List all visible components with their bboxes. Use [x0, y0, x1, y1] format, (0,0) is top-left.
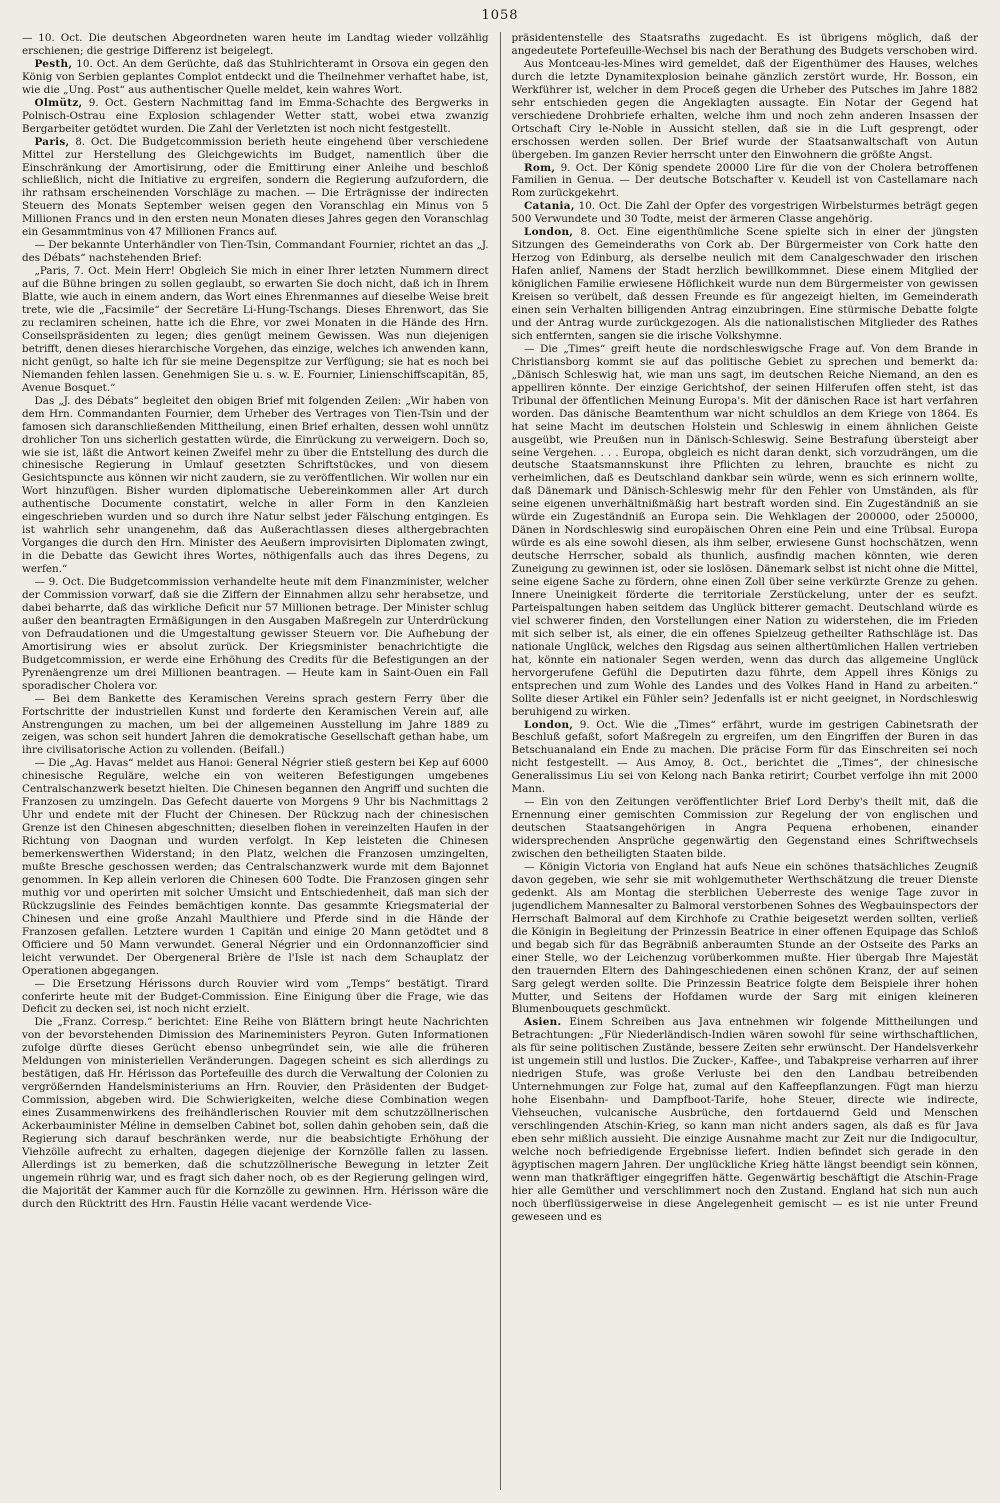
paragraph-text: 9. Oct. Gestern Nachmittag fand im Emma-Schachte des Bergwerks in Polnisch-Ostrau eine Explosion schlagender Wetter statt, wobei etwa zwanzig Bergarbeiter getödtet wurden. Die Zahl der Verletzten ist noch nicht festgestellt.: [22, 96, 489, 135]
dateline: London,: [523, 226, 574, 239]
article-paragraph: [512, 343, 979, 719]
dateline: Olmütz,: [34, 96, 83, 109]
column-rule: [500, 32, 501, 1490]
article-paragraph: [22, 693, 489, 758]
article-paragraph: [512, 719, 979, 797]
left-column: [22, 32, 489, 1490]
paragraph-text: — Königin Victoria von England hat aufs Neue ein schönes thatsächliches Zeugniß davon gegeben, wie sehr sie mit wohlgemutheter Werthschätzung die treuer Dienste gedenkt. Als am Montag die sterblichen Ueberreste des wenige Tage zuvor in jugendlichem Mannesalter zu Balmoral verstorbenen Sohnes des Wegbauinspectors der Herrschaft Balmoral auf dem Kirchhofe zu Crathie beigesetzt werden sollten, verließ die Königin in Begleitung der Prinzessin Beatrice in einer offenen Equipage das Schloß und begab sich für das Begräbniß anberaumten Stunde an der Ostseite des Parks an einer Stelle, wo der Leichenzug vorüberkommen mußte. Hier übergab Ihre Majestät den trauernden Eltern des Dahingeschiedenen einen schönen Kranz, der auf seinen Sarg gelegt werden sollte. Die Prinzessin Beatrice folgte dem Beispiele ihrer hohen Mutter, und Seitens der Hofdamen wurde der Sarg mit einigen kleineren Blumenbouquets geschmückt.: [511, 861, 978, 1016]
page-number: 1058: [481, 8, 519, 23]
paragraph-text: — Bei dem Bankette des Keramischen Vereins sprach gestern Ferry über die Fortschritte der industriellen Kunst und forderte den Keramischen Verein auf, alle Anstrengungen zu machen, um bei der allgemeinen Ausstellung im Jahre 1889 zu zeigen, was schon seit hundert Jahren die demokratische Gesellschaft gethan habe, um ihre civilisatorische Action zu vollenden. (Beifall.): [22, 692, 489, 757]
dateline: London,: [523, 718, 574, 731]
paragraph-text: — Ein von den Zeitungen veröffentlichter Brief Lord Derby's theilt mit, daß die Ernennung einer gemischten Commission zur Regelung der von englischen und deutschen Staatsangehörigen in Angra Pequena erhobenen, einander widersprechenden Ansprüche gegenwärtig den Gegenstand eines Schriftwechsels zwischen den betheiligten Staaten bilde.: [511, 796, 978, 861]
article-paragraph: [22, 58, 489, 97]
article-paragraph: [22, 576, 489, 693]
article-paragraph: [22, 1016, 489, 1210]
article-paragraph: [22, 97, 489, 136]
paragraph-text: präsidentenstelle des Staatsraths zugedacht. Es ist übrigens möglich, daß der angedeutete Portefeuille-Wechsel bis nach der Berathung des Budgets verschoben wird.: [511, 32, 978, 57]
paragraph-text: — Die Ersetzung Hérissons durch Rouvier wird vom „Temps“ bestätigt. Tirard conferirte heute mit der Budget-Commission. Eine Einigung über die Frage, wie das Deficit zu decken sei, ist noch nicht erzielt.: [22, 977, 489, 1016]
paragraph-text: — Die „Ag. Havas“ meldet aus Hanoi: General Négrier stieß gestern bei Kep auf 6000 chinesische Reguläre, welche ein von weiteren Befestigungen umgebenes Centralschanzwerk besetzt hielten. Die Chinesen begannen den Angriff und suchten die Franzosen zu umzingeln. Das Gefecht dauerte von Morgens 9 Uhr bis Nachmittags 2 Uhr und endete mit der Flucht der Chinesen. Der Rückzug nach der chinesischen Grenze ist den Chinesen abgeschnitten; dieselben flohen in vereinzelten Haufen in der Richtung von Daognan und wurden verfolgt. In Kep leisteten die Chinesen bemerkenswerthen Widerstand; in den Platz, welchen die Franzosen umzingelten, mußte Bresche geschossen werden; das Centralschanzwerk wurde mit dem Bajonnet genommen. In Kep allein verloren die Chinesen 600 Todte. Die Franzosen gingen sehr muthig vor und operirten mit solcher Umsicht und Entschiedenheit, daß man sich der Rückzugslinie des Feindes bemächtigen konnte. Das gesammte Kriegsmaterial der Chinesen und eine große Anzahl Maulthiere und Pferde sind in die Hände der Franzosen gefallen. Letztere wurden 1 Capitän und einige 20 Mann getödtet und 8 Officiere und 50 Mann verwundet. General Négrier und ein Ordonnanzofficier sind leicht verwundet. Der Obergeneral Brière de l'Isle ist nach dem Schauplatz der Operationen abgegangen.: [22, 757, 489, 977]
paragraph-text: — Der bekannte Unterhändler von Tien-Tsin, Commandant Fournier, richtet an das „J. des Débats“ nachstehenden Brief:: [22, 239, 489, 265]
paragraph-text: 10. Oct. Die Zahl der Opfer des vorgestrigen Wirbelsturmes beträgt gegen 500 Verwundete und 30 Todte, meist der ärmeren Classe angehörig.: [511, 200, 978, 226]
article-paragraph: [22, 239, 489, 265]
paragraph-text: 8. Oct. Eine eigenthümliche Scene spielte sich in einer der jüngsten Sitzungen des Gemeinderaths von Cork ab. Der Bürgermeister von Cork hatte den Herzog von Edinburg, als derselbe neulich mit dem Canalgeschwader den irischen Hafen anlief, Namens der Stadt herzlich bewillkommnet. Diese einem Mitglied der königlichen Familie erwiesene Höflichkeit wurde nun dem Bürgermeister von gewissen Kreisen so verübelt, daß dessen Freunde es für angezeigt hielten, im Gemeinderath einen sein Verhalten billigenden Antrag einzubringen. Eine stürmische Debatte folgte und der Antrag wurde zurückgezogen. Als die nationalistischen Mitglieder des Rathes sich entfernten, sangen sie die irische Volkshymne.: [511, 226, 978, 342]
paragraph-text: 9. Oct. Der König spendete 20000 Lire für die von der Cholera betroffenen Familien in Genua. — Der deutsche Botschafter v. Keudell ist von Castellamare nach Rom zurückgekehrt.: [511, 161, 978, 200]
paragraph-text: „Paris, 7. Oct. Mein Herr! Obgleich Sie mich in einer Ihrer letzten Nummern direct auf die Bühne bringen zu sollen geglaubt, so erwarten Sie doch nicht, daß ich in Ihrem Blatte, wie auch in einem andern, das Wort eines Ehrenmannes auf dieselbe Weise breit trete, wie die „Facsimile“ der Secretäre Li-Hung-Tschangs. Dieses Ehrenwort, das Sie zu reclamiren scheinen, hatte ich die Ehre, vor zwei Monaten in die Hände des Hrn. Conseilspräsidenten zu legen; dies genügt meinem Gewissen. Was nun diejenigen betrifft, denen dieses hierarchische Vorgehen, das einzige, welches ich anwenden kann, nicht genügt, so halte ich für sie meine Degenspitze zur Verfügung; sie hat es noch bei Niemanden fehlen lassen. Genehmigen Sie u. s. w. E. Fournier, Linienschiffscapitän, 85, Avenue Bosquet.“: [22, 265, 489, 394]
paragraph-text: Die „Franz. Corresp.“ berichtet: Eine Reihe von Blättern bringt heute Nachrichten von der bevorstehenden Dimission des Marineministers Peyron. Guten Informationen zufolge dürfte dieses Gerücht ebenso unbegründet sein, wie alle die früheren Meldungen von ministeriellen Veränderungen. Dagegen scheint es sich allerdings zu bestätigen, daß Hr. Hérisson das Portefeuille des durch die Verwaltung der Colonien zu vergrößernden Handelsministeriums an Hrn. Rouvier, den Präsidenten der Budget-Commission, abgeben wird. Die Schwierigkeiten, welche diese Combination wegen eines Zusammenwirkens des freihändlerischen Rouvier mit dem schutzzöllnerischen Ackerbauminister Méline in demselben Cabinet bot, sollen dahin gehoben sein, daß die Regierung sich darauf beschränken werde, nur die beabsichtigte Erhöhung der Viehzölle aufrecht zu erhalten, dagegen diejenige der Kornzölle fallen zu lassen. Allerdings ist zu bemerken, daß die schutzzöllnerische Bewegung in letzter Zeit ungemein rührig war, und es fragt sich daher noch, ob es der Regierung gelingen wird, die Majorität der Kammer auch für die Kornzölle zu gewinnen. Hrn. Hérisson wäre die durch den Rücktritt des Hrn. Faustin Hélie vacant werdende Vice-: [22, 1016, 489, 1210]
article-paragraph: [512, 200, 979, 226]
paragraph-text: 9. Oct. Wie die „Times“ erfährt, wurde im gestrigen Cabinetsrath der Beschluß gefaßt, sofort Maßregeln zu ergreifen, um den Eingriffen der Buren in das Betschuanaland ein Ende zu machen. Die präcise Form für das Einschreiten sei noch nicht festgestellt. — Aus Amoy, 8. Oct., berichtet die „Times“, der chinesische Generalissimus Liu sei von Kelong nach Banka retirirt; Courbet verfolge ihn mit 2000 Mann.: [511, 718, 978, 796]
dateline: Pesth,: [34, 57, 73, 70]
article-paragraph: [22, 265, 489, 395]
dateline: Rom,: [523, 161, 556, 174]
article-paragraph: [22, 757, 489, 977]
article-paragraph: [512, 58, 979, 162]
paragraph-text: Aus Montceau-les-Mines wird gemeldet, daß der Eigenthümer des Hauses, welches durch die letzte Dynamitexplosion beinahe gänzlich zerstört wurde, Hr. Bosson, ein Werkführer ist, welcher in dem Proceß gegen die Urheber des Putsches im Jahre 1882 sehr entschieden gegen die Angeklagten aussagte. Ein Notar der Gegend hat verschiedene Drohbriefe erhalten, welche ihm und noch zehn anderen Insassen der Ortschaft Ciry le-Noble in Aussicht stellen, daß sie in die Luft gesprengt, oder erschossen werden sollen. Der Brief wurde der Staatsanwaltschaft von Autun übergeben. Im ganzen Revier herrscht unter den Einwohnern die größte Angst.: [511, 57, 978, 161]
article-paragraph: [22, 978, 489, 1017]
article-paragraph: [512, 796, 979, 861]
right-column: [512, 32, 979, 1490]
paragraph-text: 10. Oct. An dem Gerüchte, daß das Stuhlrichteramt in Orsova ein gegen den König von Serbien geplantes Complot entdeckt und die Theilnehmer verhaftet habe, ist, wie die „Ung. Post“ aus authentischer Quelle meldet, kein wahres Wort.: [22, 57, 489, 96]
paragraph-text: — Die „Times“ greift heute die nordschleswigsche Frage auf. Von dem Brande in Christiansborg kommt sie auf das politische Gebiet zu sprechen und bemerkt da: „Dänisch Schleswig hat, wie man uns sagt, im deutschen Reiche Niemand, an den es appelliren könnte. Der einzige Gerichtshof, der seinen Hilferufen offen steht, ist das Tribunal der öffentlichen Meinung Europa's. Mit der dänischen Race ist hart verfahren worden. Das dänische Beamtenthum war nicht schuldlos an dem Kriege von 1864. Es hat seine Macht im deutschen Holstein und Schleswig in einem ähnlichen Geiste ausgeübt, wie Preußen nun in Dänisch-Schleswig. Seine Bestrafung übersteigt aber seine Vergehen. . . . Europa, obgleich es nicht daran denkt, sich vorzudrängen, um die deutsche Staatsmannskunst ihre Pflichten zu lehren, brauchte es nicht zu verheimlichen, daß es Deutschland dankbar sein würde, wenn es sich erinnern wollte, daß Dänemark und Dänisch-Schleswig mehr für den Fehler von Umständen, als für seine eigenen unverhältnißmäßig hart bestraft worden sind. Ein Zugeständniß an sie würde ein Zugeständniß an Europa sein. Die Wehklagen der 200000, oder 250000, Dänen in Nordschleswig sind europäischen Ohren eine Pein und eine Trübsal. Europa würde es als eine sowohl diesen, als ihm selber, erwiesene Gunst hochschätzen, wenn deutsche Herrscher, sobald als thunlich, ausfindig machen könnten, wie deren Zuneigung zu gewinnen ist, oder sie loslösen. Dänemark selbst ist nicht ohne die Mittel, seine eigene Sache zu fördern, ohne einen Zoll über seine verkürzte Grenze zu gehen. Innere Uneinigkeit förderte die territoriale Zerstückelung, unter der es seufzt. Parteispaltungen haben seitdem das Unglück bitterer gemacht. Deutschland würde es viel schwerer finden, den Vorstellungen einer Nation zu widerstehen, die im Frieden mit sich selber ist, als einer, die ein offenes Spielzeug getheilter Rathschläge ist. Das nationale Unglück, welches den Rigsdag aus seinen althertümlichen Hallen vertrieben hat, könnte ein nationaler Segen werden, wenn das durch das allgemeine Unglück hervorgerufene Gefühl die Deputirten dazu führte, dem Appell ihres Königs zu entsprechen und zum Wohle des Landes und des Volkes Hand in Hand zu arbeiten.“ Sollte dieser Artikel ein Fühler sein? Jedenfalls ist er nicht geeignet, in Nordschleswig beruhigend zu wirken.: [511, 342, 978, 718]
article-paragraph: [22, 136, 489, 240]
paragraph-text: Das „J. des Débats“ begleitet den obigen Brief mit folgenden Zeilen: „Wir haben von dem Hrn. Commandanten Fournier, dem Urheber des Vertrages von Tien-Tsin und der famosen sich daranschließenden Mittheilung, einen Brief erhalten, dessen wohl unnütz drohlicher Ton uns sicherlich gestatten würde, die Einrückung zu verweigern. Doch so, wie sie ist, läßt die Antwort keinen Zweifel mehr zu über die Entstellung des durch die chinesische Regierung in Umlauf gesetzten Schriftstückes, und von diesem Gesichtspuncte aus können wir nicht zaudern, sie zu veröffentlichen. Wir wollen nur ein Wort hinzufügen. Bisher wurden diplomatische Uebereinkommen aller Art durch authentische Documente constatirt, welche in aller Form in den Kanzleien eingeschrieben wurden und so durch ihre Natur selbst jeder Fälschung entgingen. Es ist wahrlich sehr unangenehm, daß das Außerachtlassen dieses althergebrachten Vorganges die durch den Hrn. Minister des Aeußern improvisirten Diplomaten zwingt, in die Debatte das Gewicht ihres Wortes, nöthigenfalls auch das ihres Degens, zu werfen.“: [22, 394, 489, 576]
dateline: Asien.: [523, 1016, 562, 1029]
paragraph-text: — 9. Oct. Die Budgetcommission verhandelte heute mit dem Finanzminister, welcher der Commission vorwarf, daß sie die Ziffern der Einnahmen allzu sehr herabsetze, und dabei beharrte, daß das wirkliche Deficit nur 57 Millionen betrage. Der Minister schlug außer den beantragten Ermäßigungen in den Ausgaben Maßregeln zur Unterdrückung von Defraudationen und die Umgestaltung gewisser Steuern vor. Die Aufhebung der Amortisirung wies er absolut zurück. Der Kriegsminister benachrichtigte die Budgetcommission, er werde eine Erhöhung des Credits für die Befestigungen an der Pyrenäengrenze um drei Millionen beantragen. — Heute kam in Saint-Ouen ein Fall sporadischer Cholera vor.: [22, 576, 489, 692]
article-paragraph: [512, 226, 979, 343]
article-paragraph: [512, 861, 979, 1016]
dateline: Paris,: [34, 135, 70, 148]
article-paragraph: [22, 395, 489, 576]
article-paragraph: [512, 32, 979, 58]
article-paragraph: [512, 162, 979, 201]
paragraph-text: Einem Schreiben aus Java entnehmen wir folgende Mittheilungen und Betrachtungen: „Für Niederländisch-Indien wären sowohl für seine wirthschaftlichen, als für seine politischen Zustände, bessere Zeiten sehr erwünscht. Der Handelsverkehr ist ungemein still und lustlos. Die Zucker-, Kaffee-, und Tabakpreise verharren auf ihrer niedrigen Stufe, was große Verluste bei den den Landbau betreibenden Unternehmungen zur Folge hat, zumal auf den Kaffeepflanzungen. Fügt man hierzu hohe Eisenbahn- und Dampfboot-Tarife, hohe Steuer, directe wie indirecte, Viehseuchen, vulcanische Ausbrüche, den fortdauernd Geld und Menschen verschlingenden Atschin-Krieg, so kann man nicht anders sagen, als daß es für Java eben sehr mißlich aussieht. Die einzige Ausnahme macht zur Zeit nur die Indigocultur, welche noch befriedigende Ergebnisse liefert. Indien befindet sich gerade in den ägyptischen magern Jahren. Der unglückliche Krieg hätte längst beendigt sein können, wenn man thatkräftiger eingegriffen hätte. Gegenwärtig beschäftigt die Atschin-Frage hier alle Gemüther und verschlimmert noch den Zustand. England hat sich nun auch noch überflüssigerweise in diese Angelegenheit gemischt — es ist nie unter Freund geweseen und es: [511, 1016, 978, 1223]
paragraph-text: 8. Oct. Die Budgetcommission berieth heute eingehend über verschiedene Mittel zur Herstellung des Gleichgewichts im Budget, namentlich über die Einschränkung der Amortisirung, oder die Emittirung einer Anleihe und beschloß schließlich, nicht die Initiative zu ergreifen, sondern die Regierung aufzufordern, die ihr rathsam erscheinenden Vorschläge zu machen. — Die Erträgnisse der indirecten Steuern des Monats September weisen gegen den Voranschlag ein Minus von 5 Millionen Francs und in den ersten neun Monaten dieses Jahres gegen den Voranschlag ein Gesammtminus von 47 Millionen Francs auf.: [22, 135, 489, 239]
columns: [22, 32, 978, 1490]
paragraph-text: — 10. Oct. Die deutschen Abgeordneten waren heute im Landtag wieder vollzählig erschienen; die gestrige Differenz ist beigelegt.: [22, 32, 489, 57]
article-paragraph: [22, 32, 489, 58]
article-paragraph: [512, 1016, 979, 1223]
dateline: Catania,: [523, 200, 575, 213]
